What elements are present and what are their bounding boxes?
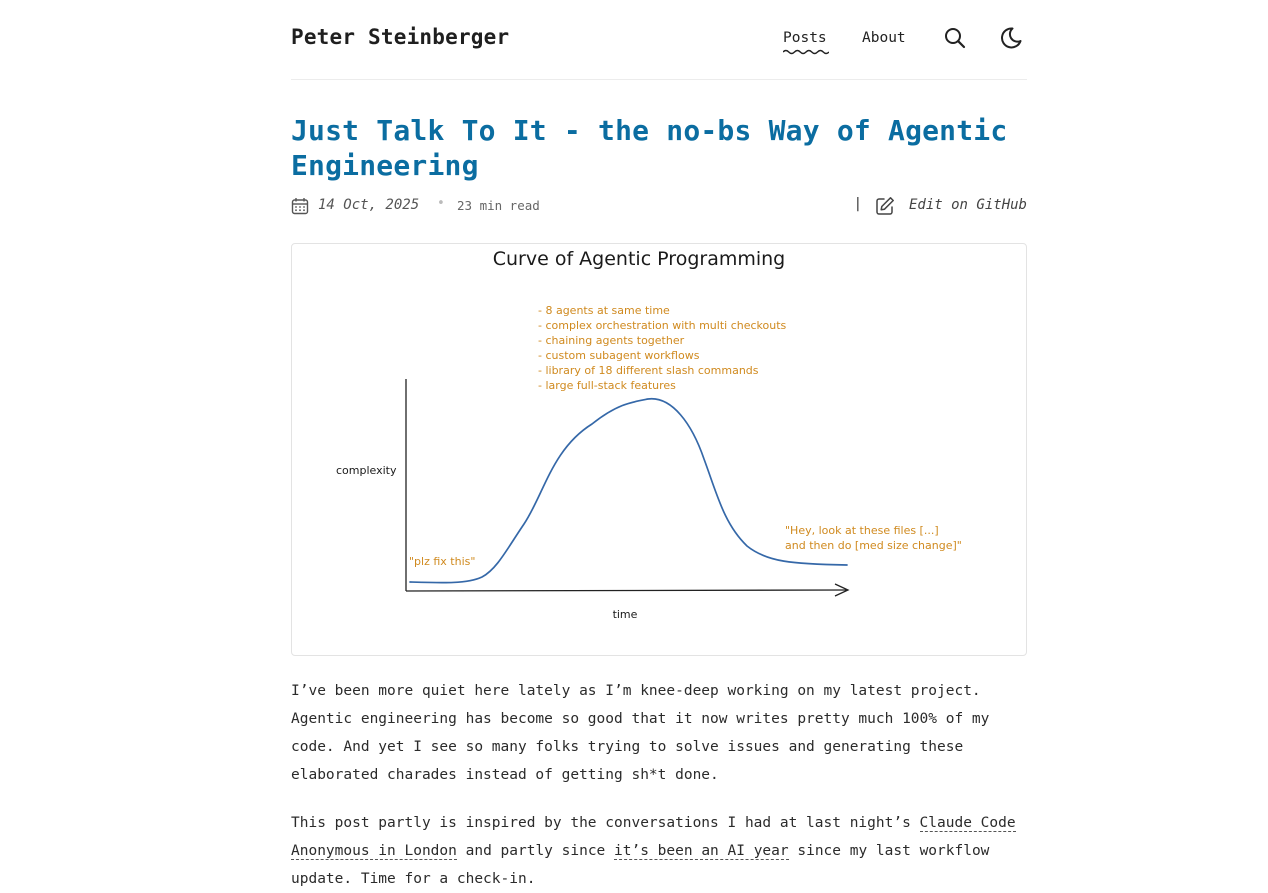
end-note-line-1: "Hey, look at these files [...] bbox=[785, 524, 939, 537]
peak-note-2: - complex orchestration with multi checkouts bbox=[538, 319, 787, 332]
active-underline bbox=[783, 49, 829, 55]
p2-text-a: This post partly is inspired by the conversations I had at last night’s bbox=[291, 815, 920, 831]
end-note-line-2: and then do [med size change]" bbox=[785, 539, 962, 552]
figure-title: Curve of Agentic Programming bbox=[492, 248, 786, 270]
complexity-curve bbox=[410, 399, 847, 583]
nav-about-link[interactable]: About bbox=[862, 30, 906, 46]
peak-note-4: - custom subagent workflows bbox=[538, 349, 700, 362]
post-meta bbox=[291, 196, 1027, 216]
moon-icon[interactable] bbox=[999, 26, 1023, 50]
y-axis-label: complexity bbox=[336, 464, 397, 477]
edit-on-github-link[interactable]: Edit on GitHub bbox=[908, 197, 1027, 213]
ai-year-link[interactable]: it’s been an AI year bbox=[614, 843, 789, 859]
hero-figure bbox=[291, 243, 1027, 656]
p2-text-b: and partly since bbox=[456, 843, 615, 859]
peak-note-1: - 8 agents at same time bbox=[538, 304, 670, 317]
peak-notes bbox=[538, 304, 787, 392]
meta-separator-dot: • bbox=[437, 196, 445, 211]
peak-note-5: - library of 18 different slash commands bbox=[538, 364, 759, 377]
intro-paragraph: I’ve been more quiet here lately as I’m knee-deep working on my latest project. Agentic engineering has become so good that it now writes pretty much 100% of my code. And yet I see so many folks trying to solve issues and generating these elaborated charades instead of getting sh*t done. bbox=[291, 683, 990, 783]
peak-note-3: - chaining agents together bbox=[538, 334, 685, 347]
second-paragraph bbox=[291, 809, 1027, 893]
curve-diagram bbox=[292, 244, 1026, 655]
post-date: 14 Oct, 2025 bbox=[318, 197, 420, 213]
p2-text-c: since my last workflow update. Time for a check-in. bbox=[291, 843, 990, 887]
peak-note-6: - large full-stack features bbox=[538, 379, 676, 392]
meta-divider: | bbox=[853, 196, 862, 212]
start-note: "plz fix this" bbox=[409, 555, 476, 568]
edit-icon[interactable] bbox=[875, 196, 895, 220]
header-divider bbox=[291, 79, 1027, 80]
x-axis-label: time bbox=[612, 608, 638, 621]
post-title: Just Talk To It - the no-bs Way of Agentic Engineering bbox=[291, 114, 1008, 182]
read-time: 23 min read bbox=[457, 198, 540, 213]
site-title[interactable]: Peter Steinberger bbox=[291, 25, 510, 49]
nav-posts-link[interactable]: Posts bbox=[783, 30, 827, 46]
search-icon[interactable] bbox=[943, 26, 967, 50]
claude-code-anonymous-link[interactable]: Claude Code Anonymous in London bbox=[291, 815, 1016, 859]
x-axis bbox=[406, 590, 847, 591]
calendar-icon bbox=[291, 197, 309, 219]
